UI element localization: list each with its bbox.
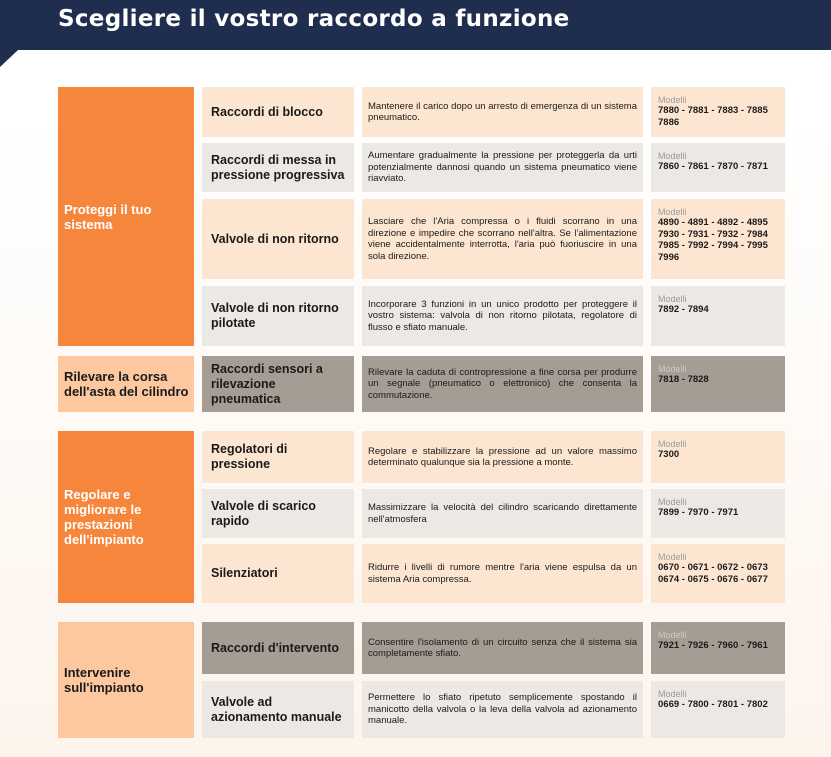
function-name: Raccordi di blocco	[202, 87, 354, 137]
models-label: Modelli	[658, 497, 687, 507]
function-name: Raccordi sensori a rilevazione pneumatica	[202, 356, 354, 412]
model-codes: 0670 - 0671 - 0672 - 0673 0674 - 0675 - 0676 - 0677	[658, 562, 768, 585]
models-cell	[651, 87, 785, 137]
models-cell	[651, 356, 785, 412]
function-name: Raccordi di messa in pressione progressiva	[202, 143, 354, 192]
models-label: Modelli	[658, 294, 687, 304]
function-name: Valvole ad azionamento manuale	[202, 681, 354, 738]
group-label: Proteggi il tuo sistema	[58, 87, 194, 346]
models-label: Modelli	[658, 552, 687, 562]
function-description: Incorporare 3 funzioni in un unico prodotto per proteggere il vostro sistema: valvola di non ritorno pilotata, regolatore di flusso e sfiato manuale.	[362, 286, 643, 346]
function-name: Valvole di non ritorno pilotate	[202, 286, 354, 346]
models-label: Modelli	[658, 151, 687, 161]
models-cell	[651, 681, 785, 738]
page-title: Scegliere il vostro raccordo a funzione	[58, 6, 570, 32]
models-cell	[651, 489, 785, 538]
function-name: Silenziatori	[202, 544, 354, 603]
models-cell	[651, 199, 785, 279]
model-codes: 7921 - 7926 - 7960 - 7961	[658, 640, 768, 651]
header-corner-cut	[0, 50, 18, 67]
function-description: Lasciare che l'Aria compressa o i fluidi scorrano in una direzione e impedire che scorrano nell'altra. Se l'alimentazione viene accidentalmente interrotta, l'aria può fuoriuscire in una sola direzione.	[362, 199, 643, 279]
group-label: Regolare e migliorare le prestazioni dell'impianto	[58, 431, 194, 603]
model-codes: 7860 - 7861 - 7870 - 7871	[658, 161, 768, 172]
function-description: Massimizzare la velocità del cilindro scaricando direttamente nell'atmosfera	[362, 489, 643, 538]
models-label: Modelli	[658, 630, 687, 640]
function-name: Valvole di non ritorno	[202, 199, 354, 279]
function-description: Permettere lo sfiato ripetuto semplicemente spostando il manicotto della valvola o la leva della valvola ad azionamento manuale.	[362, 681, 643, 738]
models-label: Modelli	[658, 207, 687, 217]
models-label: Modelli	[658, 364, 687, 374]
model-codes: 4890 - 4891 - 4892 - 4895 7930 - 7931 - 7932 - 7984 7985 - 7992 - 7994 - 7995 7996	[658, 217, 768, 263]
function-description: Rilevare la caduta di contropressione a fine corsa per produrre un segnale (pneumatico o elettronico) che consenta la commutazione.	[362, 356, 643, 412]
models-cell	[651, 431, 785, 483]
function-description: Ridurre i livelli di rumore mentre l'aria viene espulsa da un sistema Aria compressa.	[362, 544, 643, 603]
models-label: Modelli	[658, 95, 687, 105]
function-description: Consentire l'isolamento di un circuito senza che il sistema sia completamente sfiato.	[362, 622, 643, 674]
model-codes: 7892 - 7894	[658, 304, 709, 315]
function-description: Regolare e stabilizzare la pressione ad un valore massimo determinato qualunque sia la pressione a monte.	[362, 431, 643, 483]
model-codes: 0669 - 7800 - 7801 - 7802	[658, 699, 768, 710]
models-label: Modelli	[658, 439, 687, 449]
model-codes: 7899 - 7970 - 7971	[658, 507, 739, 518]
model-codes: 7880 - 7881 - 7883 - 7885 7886	[658, 105, 768, 128]
function-name: Valvole di scarico rapido	[202, 489, 354, 538]
function-name: Regolatori di pressione	[202, 431, 354, 483]
models-cell	[651, 622, 785, 674]
model-codes: 7818 - 7828	[658, 374, 709, 385]
group-label: Intervenire sull'impianto	[58, 622, 194, 738]
group-label: Rilevare la corsa dell'asta del cilindro	[58, 356, 194, 412]
models-cell	[651, 544, 785, 603]
models-cell	[651, 286, 785, 346]
function-description: Aumentare gradualmente la pressione per proteggerla da urti potenzialmente dannosi quando un sistema pneumatico viene riavviato.	[362, 143, 643, 192]
models-cell	[651, 143, 785, 192]
header-bar	[0, 0, 831, 50]
function-name: Raccordi d'intervento	[202, 622, 354, 674]
function-description: Mantenere il carico dopo un arresto di emergenza di un sistema pneumatico.	[362, 87, 643, 137]
models-label: Modelli	[658, 689, 687, 699]
model-codes: 7300	[658, 449, 680, 460]
